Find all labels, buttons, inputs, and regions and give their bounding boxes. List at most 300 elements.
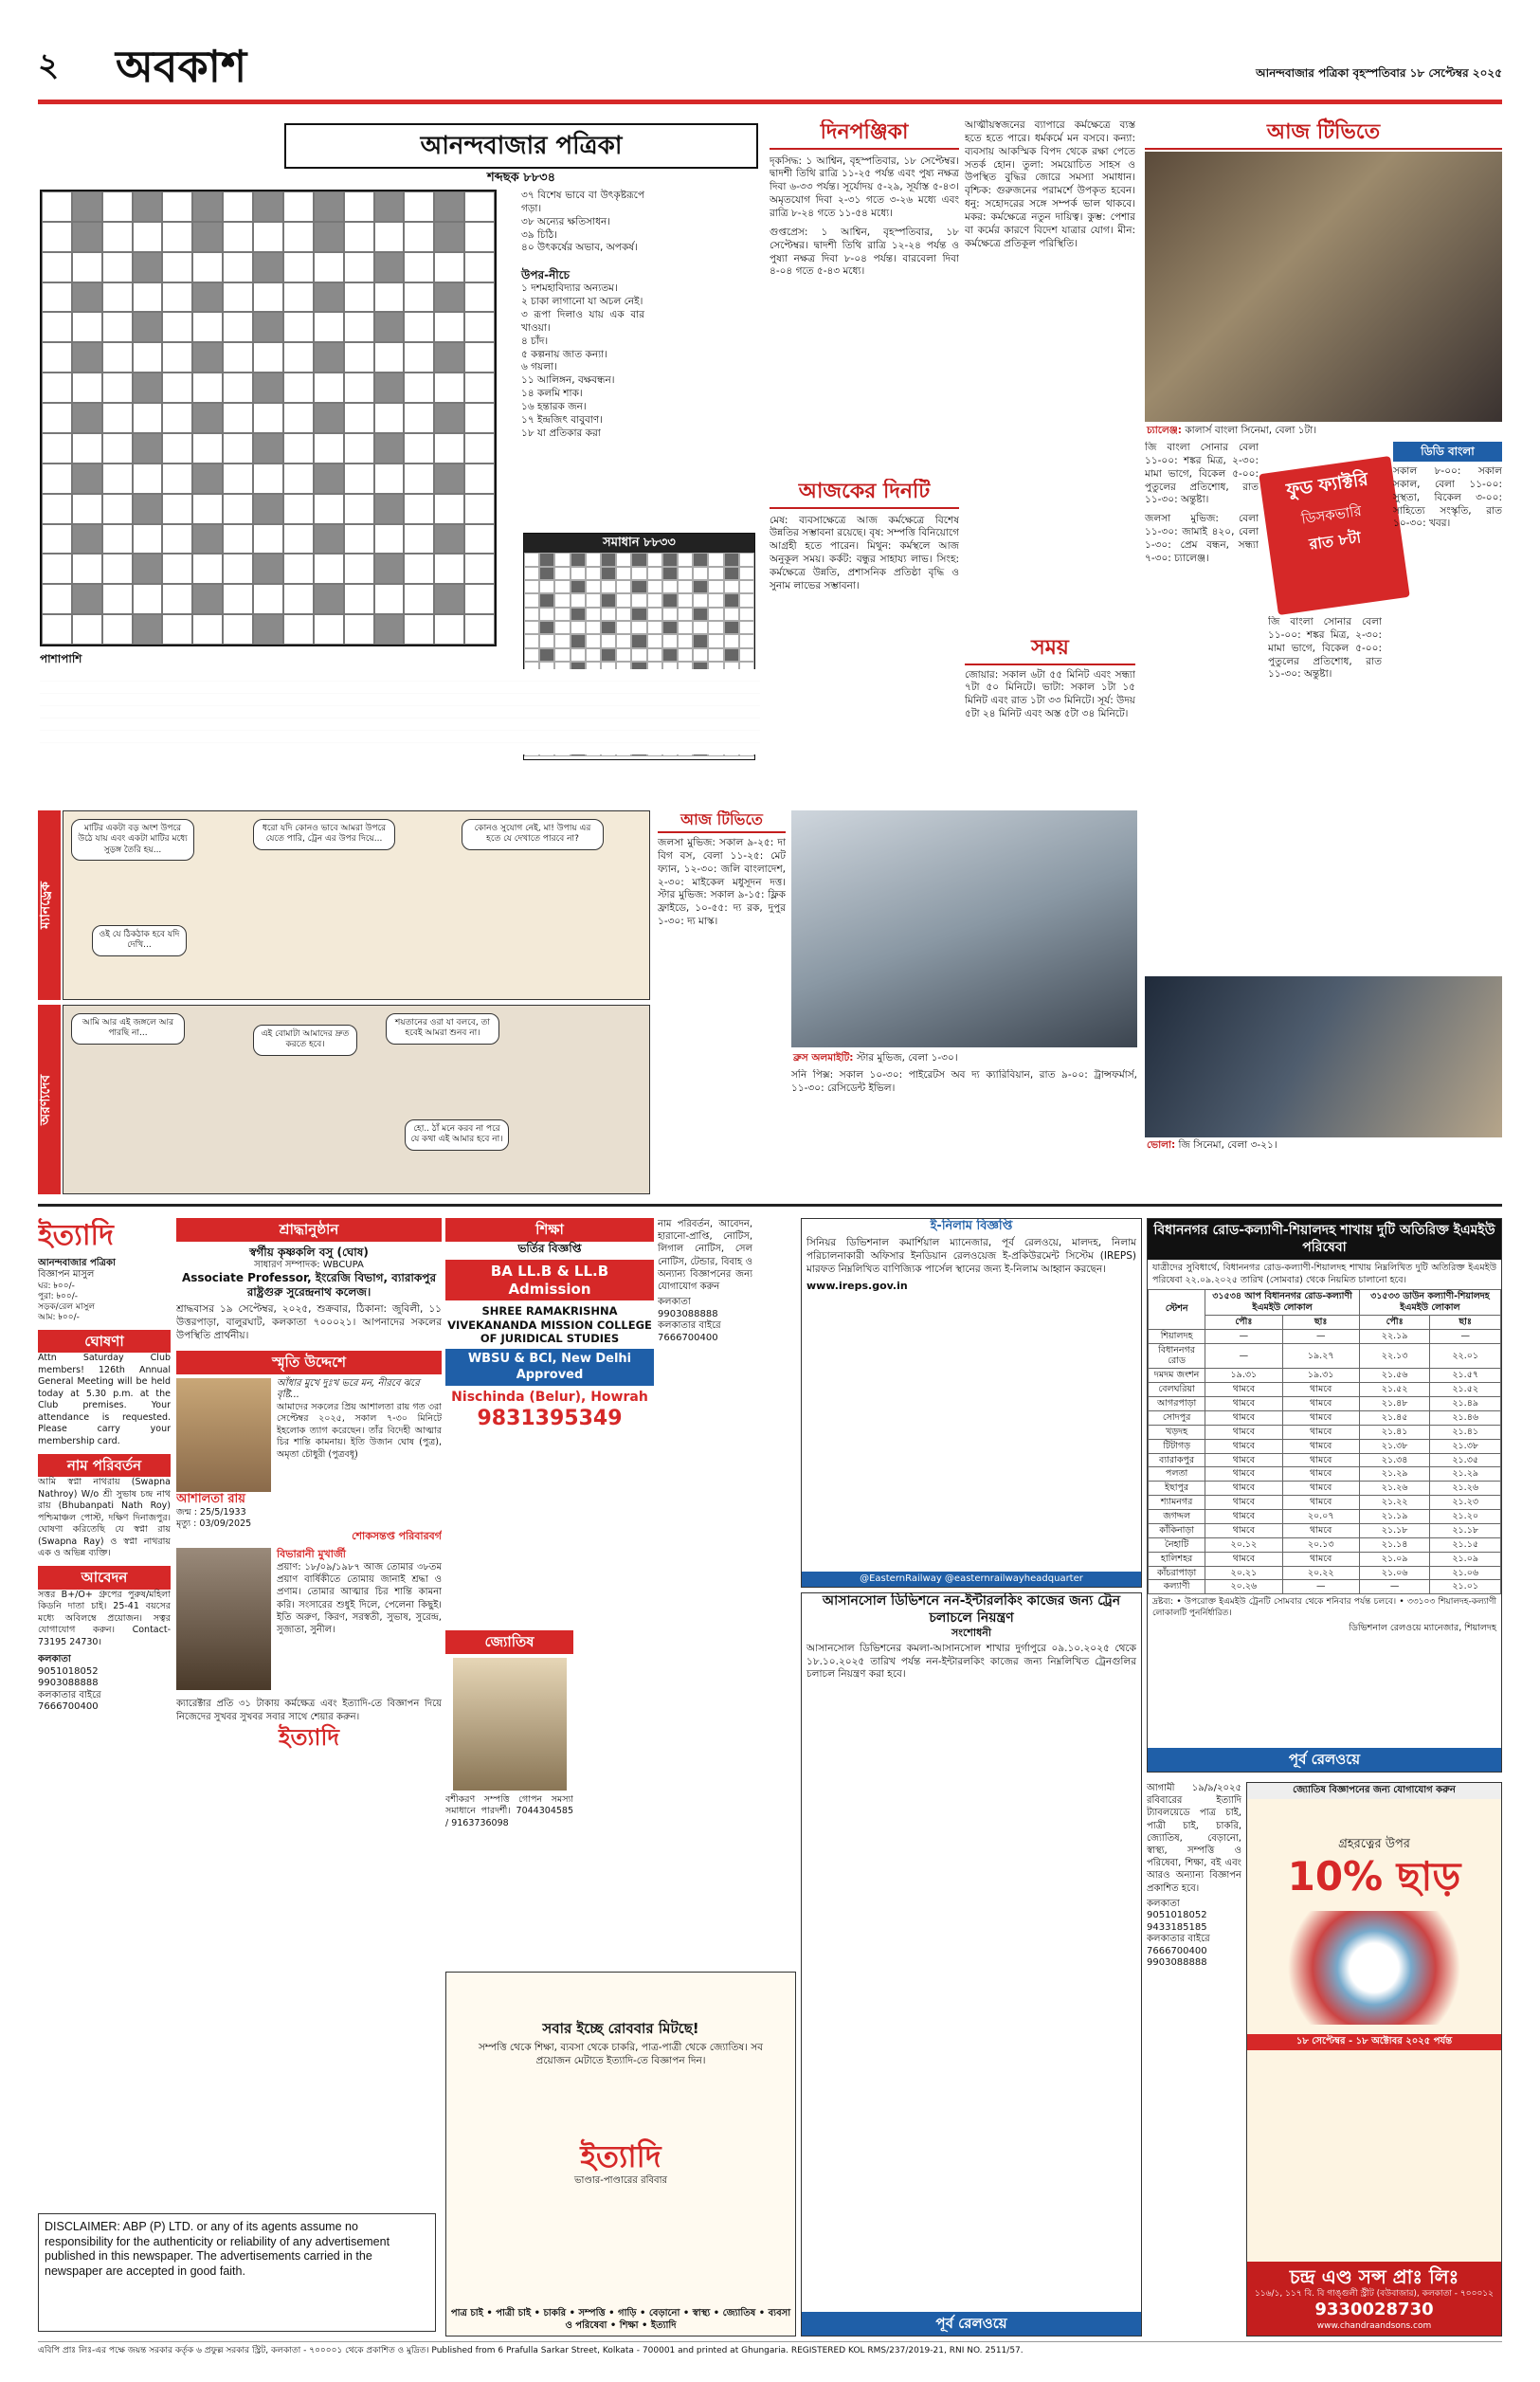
solution-cell: [586, 593, 601, 607]
crossword-cell[interactable]: [253, 464, 283, 494]
crossword-cell[interactable]: [404, 373, 434, 403]
crossword-cell[interactable]: [434, 312, 464, 342]
crossword-cell[interactable]: [162, 464, 192, 494]
solution-cell: [724, 553, 739, 566]
crossword-cell[interactable]: [72, 494, 102, 524]
table-cell: থামবে: [1282, 1439, 1359, 1453]
smriti-name: আশালতা রায়: [176, 1491, 245, 1506]
bidhannagar-title: বিধাননগর রোড-কল্যাণী-শিয়ালদহ শাখায় দুটি অতিরিক্ত ইএমইউ পরিষেবা: [1148, 1219, 1501, 1260]
crossword-cell[interactable]: [374, 524, 405, 555]
table-cell: ২১.০৬: [1430, 1566, 1501, 1580]
abedon-text: সত্তর B+/O+ গ্রুপের পুরুষ/মহিলা কিডনি দাতা চাই। 25-41 বয়সের মধ্যে অবিলম্বে প্রয়োজন। সত্বর যোগাযোগ করুন। Contact- 73195 24730।: [38, 1589, 171, 1647]
crossword-cell[interactable]: [344, 342, 374, 373]
crossword-cell[interactable]: [404, 584, 434, 614]
jewel-phone[interactable]: 9330028730: [1314, 2300, 1434, 2320]
solution-cell: [631, 634, 646, 647]
crossword-cell[interactable]: [223, 524, 253, 555]
crossword-cell[interactable]: [42, 584, 72, 614]
crossword-cell: [192, 342, 223, 373]
crossword-cell[interactable]: [133, 342, 163, 373]
crossword-cell[interactable]: [223, 554, 253, 584]
crossword-cell: [314, 282, 344, 313]
crossword-cell[interactable]: [42, 464, 72, 494]
crossword-cell[interactable]: [464, 403, 495, 433]
crossword-cell[interactable]: [283, 614, 314, 645]
crossword-cell[interactable]: [464, 464, 495, 494]
crossword-cell[interactable]: [72, 433, 102, 464]
crossword-cell[interactable]: [283, 252, 314, 282]
crossword-cell[interactable]: [102, 282, 133, 313]
table-cell: থামবে: [1282, 1523, 1359, 1537]
crossword-cell[interactable]: [133, 584, 163, 614]
crossword-cell[interactable]: [404, 342, 434, 373]
clue: ১৭ ইন্দ্রজিৎ বাবুবাণ।: [521, 413, 604, 426]
solution-cell: [539, 634, 554, 647]
crossword-cell[interactable]: [223, 494, 253, 524]
crossword-cell[interactable]: [223, 373, 253, 403]
badge-line-1: ফুড ফ্যাক্টরি: [1285, 468, 1369, 501]
crossword-cell[interactable]: [223, 403, 253, 433]
solution-cell: [724, 621, 739, 634]
crossword-cell[interactable]: [344, 403, 374, 433]
crossword-cell[interactable]: [162, 222, 192, 252]
table-cell: পলতা: [1149, 1467, 1205, 1482]
table-cell: ২১.৫৬: [1359, 1369, 1430, 1383]
crossword-cell[interactable]: [464, 191, 495, 222]
crossword-cell[interactable]: [434, 252, 464, 282]
crossword-cell[interactable]: [192, 614, 223, 645]
crossword-cell[interactable]: [283, 433, 314, 464]
crossword-cell[interactable]: [42, 282, 72, 313]
crossword-cell[interactable]: [42, 373, 72, 403]
solution-cell: [724, 648, 739, 662]
crossword-cell[interactable]: [253, 342, 283, 373]
shraddha-text: শ্রাদ্ধবাসর ১৯ সেপ্টেম্বর, ২০২৫, শুক্রবার, ঠিকানা: জুবিলী, ১১ উত্তরপাড়া, বালুরঘাট, কলকাতা ৭০০০২১। আপনাদের সকলের উপস্থিতি প্রার্থনীয়।: [176, 1303, 442, 1341]
crossword-cell[interactable]: [464, 584, 495, 614]
crossword-cell: [72, 524, 102, 555]
crossword-cell[interactable]: [162, 614, 192, 645]
solution-cell: [647, 621, 662, 634]
crossword-cell[interactable]: [404, 252, 434, 282]
crossword-cell[interactable]: [162, 433, 192, 464]
crossword-cell[interactable]: [42, 191, 72, 222]
notice-website[interactable]: www.ireps.gov.in: [806, 1279, 908, 1292]
crossword-cell[interactable]: [192, 373, 223, 403]
crossword-cell[interactable]: [314, 312, 344, 342]
railway-auction-notice: [801, 1218, 1142, 1588]
solution-cell: [678, 608, 693, 621]
crossword-cell[interactable]: [434, 373, 464, 403]
table-cell: সোদপুর: [1149, 1410, 1205, 1425]
crossword-cell[interactable]: [404, 191, 434, 222]
crossword-cell[interactable]: [464, 433, 495, 464]
crossword-cell[interactable]: [464, 222, 495, 252]
crossword-cell[interactable]: [434, 554, 464, 584]
phone: কলকাতার বাইরে: [1147, 1934, 1210, 1945]
solution-cell: [724, 580, 739, 593]
crossword-cell[interactable]: [102, 403, 133, 433]
crossword-cell[interactable]: [344, 222, 374, 252]
crossword-cell[interactable]: [434, 614, 464, 645]
crossword-cell[interactable]: [42, 312, 72, 342]
crossword-cell[interactable]: [283, 222, 314, 252]
aaj-tv-mid-title: আজ টিভিতে: [658, 810, 786, 833]
crossword-cell[interactable]: [223, 222, 253, 252]
crossword-cell: [72, 464, 102, 494]
solution-cell: [708, 553, 723, 566]
comic-strip-label-1: ম্যানড্রেক: [38, 810, 61, 1000]
jewel-brand: চন্দ্র এণ্ড সন্স প্রাঃ লিঃ: [1289, 2265, 1459, 2288]
crossword-cell[interactable]: [374, 342, 405, 373]
crossword-cell[interactable]: [464, 524, 495, 555]
crossword-cell[interactable]: [42, 554, 72, 584]
crossword-cell[interactable]: [223, 252, 253, 282]
crossword-cell[interactable]: [283, 191, 314, 222]
caption-text: কালার্স বাংলা সিনেমা, বেলা ১টা।: [1185, 425, 1317, 436]
crossword-cell[interactable]: [283, 464, 314, 494]
crossword-cell[interactable]: [283, 554, 314, 584]
solution-cell: [724, 608, 739, 621]
ittadi-classifieds: [38, 1218, 171, 2337]
table-cell: ২১.৪৬: [1430, 1410, 1501, 1425]
crossword-cell[interactable]: [344, 524, 374, 555]
solution-cell: [739, 621, 754, 634]
crossword-cell: [253, 191, 283, 222]
crossword-cell: [133, 252, 163, 282]
crossword-cell[interactable]: [253, 584, 283, 614]
jewel-offer-line: গ্রহরত্নের উপর: [1338, 1836, 1410, 1851]
crossword-cell[interactable]: [102, 524, 133, 555]
solution-cell: [739, 634, 754, 647]
crossword-cell[interactable]: [223, 584, 253, 614]
crossword-cell[interactable]: [404, 282, 434, 313]
badge-line-2: ডিসকভারি: [1300, 501, 1363, 528]
crossword-cell[interactable]: [374, 584, 405, 614]
tv-caption-2: [1145, 1137, 1502, 1154]
table-cell: —: [1205, 1329, 1282, 1343]
crossword-cell[interactable]: [404, 403, 434, 433]
crossword-cell[interactable]: [344, 252, 374, 282]
jewel-ad: [1246, 1782, 1502, 2337]
solution-cell: [631, 621, 646, 634]
crossword-cell[interactable]: [464, 494, 495, 524]
crossword-cell[interactable]: [192, 433, 223, 464]
crossword-cell[interactable]: [344, 554, 374, 584]
crossword-cell[interactable]: [72, 554, 102, 584]
crossword-cell[interactable]: [223, 342, 253, 373]
crossword-cell[interactable]: [434, 494, 464, 524]
crossword-cell[interactable]: [314, 614, 344, 645]
table-cell: দমদম জংশন: [1149, 1369, 1205, 1383]
jewel-offer: 10% ছাড়: [1287, 1852, 1461, 1900]
crossword-cell[interactable]: [42, 403, 72, 433]
crossword-cell[interactable]: [283, 403, 314, 433]
crossword-cell[interactable]: [464, 373, 495, 403]
crossword-cell[interactable]: [162, 524, 192, 555]
clue: ৬ গয়লা।: [521, 361, 557, 373]
crossword-cell[interactable]: [162, 584, 192, 614]
phone: 7666700400: [1147, 1945, 1207, 1956]
solution-cell: [693, 634, 708, 647]
crossword-cell[interactable]: [133, 524, 163, 555]
table-cell: থামবে: [1282, 1552, 1359, 1566]
crossword-cell[interactable]: [404, 614, 434, 645]
solution-cell: [616, 593, 631, 607]
crossword-cell[interactable]: [223, 191, 253, 222]
crossword-cell[interactable]: [314, 494, 344, 524]
table-cell: নৈহাটি: [1149, 1537, 1205, 1552]
caption-label: ব্রুস অলমাইটি:: [793, 1052, 854, 1064]
table-cell: ব্যারাকপুর: [1149, 1453, 1205, 1467]
table-cell: থামবে: [1205, 1410, 1282, 1425]
crossword-cell[interactable]: [344, 191, 374, 222]
crossword-cell[interactable]: [464, 282, 495, 313]
crossword-cell: [434, 222, 464, 252]
crossword-cell[interactable]: [102, 584, 133, 614]
crossword-cell[interactable]: [42, 222, 72, 252]
table-cell: ২১.০৯: [1359, 1552, 1430, 1566]
crossword-cell[interactable]: [102, 252, 133, 282]
crossword-cell[interactable]: [162, 494, 192, 524]
table-row: [1149, 1580, 1501, 1594]
crossword-cell[interactable]: [72, 373, 102, 403]
crossword-cell[interactable]: [102, 373, 133, 403]
crossword-cell[interactable]: [404, 554, 434, 584]
tv-caption: [1145, 423, 1502, 439]
crossword-cell[interactable]: [314, 433, 344, 464]
crossword-cell[interactable]: [464, 342, 495, 373]
college-phone[interactable]: 9831395349: [477, 1407, 623, 1431]
crossword-cell[interactable]: [192, 312, 223, 342]
crossword-cell[interactable]: [344, 494, 374, 524]
table-row: [1149, 1343, 1501, 1369]
crossword-cell[interactable]: [404, 222, 434, 252]
train-timetable: [1148, 1289, 1501, 1594]
crossword-cell[interactable]: [344, 614, 374, 645]
crossword-cell: [253, 312, 283, 342]
solution-cell: [647, 580, 662, 593]
crossword-cell[interactable]: [72, 614, 102, 645]
dd-bangla: [1393, 442, 1502, 973]
crossword-cell[interactable]: [102, 464, 133, 494]
tribute-photo: [176, 1548, 271, 1690]
solution-cell: [739, 580, 754, 593]
solution-cell: [524, 608, 539, 621]
table-cell: ২১.২৩: [1430, 1496, 1501, 1510]
crossword-cell[interactable]: [344, 373, 374, 403]
crossword-cell[interactable]: [283, 524, 314, 555]
crossword-cell[interactable]: [404, 433, 434, 464]
solution-cell: [586, 567, 601, 580]
crossword-cell[interactable]: [42, 494, 72, 524]
crossword-cell[interactable]: [344, 464, 374, 494]
clue: ১ দশমহাবিদ্যার অন্যতম।: [521, 282, 618, 295]
table-cell: ২১.০১: [1430, 1580, 1501, 1594]
crossword-cell[interactable]: [72, 252, 102, 282]
gemstones-image: [1265, 1911, 1483, 2025]
crossword-cell: [434, 584, 464, 614]
crossword-cell[interactable]: [102, 494, 133, 524]
crossword-cell[interactable]: [102, 433, 133, 464]
crossword-cell[interactable]: [253, 524, 283, 555]
solution-cell: [571, 634, 586, 647]
crossword-cell[interactable]: [223, 433, 253, 464]
table-row: [1149, 1383, 1501, 1397]
solution-title: সমাধান ৮৮৩৩: [524, 534, 754, 553]
crossword-cell[interactable]: [223, 614, 253, 645]
crossword-cell[interactable]: [314, 373, 344, 403]
crossword-cell[interactable]: [42, 433, 72, 464]
crossword-cell[interactable]: [162, 554, 192, 584]
crossword-cell[interactable]: [344, 584, 374, 614]
crossword-cell[interactable]: [133, 222, 163, 252]
crossword-cell[interactable]: [162, 373, 192, 403]
crossword-cell[interactable]: [283, 282, 314, 313]
asansol-sub: সংশোধনী: [951, 1627, 991, 1639]
crossword-cell[interactable]: [314, 252, 344, 282]
crossword-cell[interactable]: [72, 312, 102, 342]
crossword-cell[interactable]: [133, 282, 163, 313]
crossword-cell[interactable]: [344, 433, 374, 464]
solution-cell: [678, 621, 693, 634]
ittadi-headline: সবার ইচ্ছে রোববার মিটছে!: [542, 2020, 699, 2037]
crossword-cell[interactable]: [42, 524, 72, 555]
crossword-cell: [133, 191, 163, 222]
crossword-cell[interactable]: [102, 222, 133, 252]
crossword-cell[interactable]: [223, 312, 253, 342]
bidhannagar-intro: যাত্রীদের সুবিধার্থে, বিধাননগর রোড-কল্যাণী-শিয়ালদহ শাখায় নিম্নলিখিত দুটি অতিরিক্ত ইএমইউ পরিষেবা ২২.০৯.২০২৫ তারিখ (সোমবার) থেকে নিয়মিত চালানো হবে।: [1152, 1263, 1496, 1285]
crossword-cell[interactable]: [162, 191, 192, 222]
ittadi-brand: ইত্যাদি: [279, 1723, 339, 1751]
col-train-2: ৩১৫৩৩ ডাউন কল্যাণী-শিয়ালদহ ইএমইউ লোকাল: [1359, 1290, 1500, 1316]
dd-bangla-label: ডিডি বাংলা: [1393, 442, 1502, 462]
crossword-cell[interactable]: [223, 464, 253, 494]
crossword-cell[interactable]: [283, 584, 314, 614]
crossword-cell[interactable]: [283, 342, 314, 373]
table-row: [1149, 1523, 1501, 1537]
crossword-cell[interactable]: [344, 312, 374, 342]
dd-bangla-text: সকাল ৮-০০: সকাল সকাল, বেলা ১১-০০: সুস্থতা, বিকেল ৩-০০: সাহিত্যে সংস্কৃতি, রাত ১০-৩০: খবর।: [1393, 465, 1502, 530]
table-cell: —: [1282, 1329, 1359, 1343]
sub-arr: পৌঃ: [1205, 1315, 1282, 1329]
phone: 9903088888: [38, 1678, 99, 1689]
crossword-cell: [72, 584, 102, 614]
crossword-cell[interactable]: [374, 403, 405, 433]
crossword-cell[interactable]: [192, 554, 223, 584]
crossword-cell[interactable]: [464, 614, 495, 645]
tv-listings-mid: [1268, 616, 1382, 967]
solution-cell: [554, 648, 570, 662]
crossword-cell[interactable]: [434, 433, 464, 464]
solution-cell: [571, 593, 586, 607]
crossword-cell[interactable]: [253, 222, 283, 252]
crossword-cell: [253, 433, 283, 464]
crossword-cell[interactable]: [102, 312, 133, 342]
solution-cell: [524, 648, 539, 662]
crossword-cell[interactable]: [133, 403, 163, 433]
crossword-cell[interactable]: [192, 252, 223, 282]
table-cell: ২১.০৯: [1430, 1552, 1501, 1566]
crossword-cell[interactable]: [374, 464, 405, 494]
crossword-cell[interactable]: [404, 312, 434, 342]
table-cell: ২১.১৫: [1430, 1537, 1501, 1552]
solution-cell: [524, 580, 539, 593]
table-cell: থামবে: [1205, 1482, 1282, 1496]
crossword-cell[interactable]: [42, 342, 72, 373]
solution-cell: [554, 608, 570, 621]
solution-cell: [571, 580, 586, 593]
crossword-cell[interactable]: [102, 554, 133, 584]
crossword-cell[interactable]: [162, 312, 192, 342]
crossword-cell[interactable]: [192, 494, 223, 524]
crossword-cell[interactable]: [314, 554, 344, 584]
solution-cell: [571, 648, 586, 662]
crossword-cell[interactable]: [162, 252, 192, 282]
crossword-cell[interactable]: [464, 252, 495, 282]
solution-cell: [739, 553, 754, 566]
crossword-cell[interactable]: [374, 282, 405, 313]
tv-still-photo-2: [1145, 976, 1502, 1137]
crossword-cell[interactable]: [404, 524, 434, 555]
food-factory-badge: [1259, 456, 1410, 615]
tribute-block: [176, 1548, 442, 1690]
solution-cell: [647, 553, 662, 566]
bidhannagar-notice: [1147, 1218, 1502, 1773]
crossword-cell[interactable]: [283, 373, 314, 403]
crossword-cell[interactable]: [374, 222, 405, 252]
jewel-web[interactable]: www.chandraandsons.com: [1316, 2320, 1432, 2331]
bruce-almighty-photo: [791, 810, 1137, 1047]
crossword-cell[interactable]: [253, 403, 283, 433]
shiksha-sub: ভর্তির বিজ্ঞপ্তি: [517, 1241, 582, 1255]
table-cell: খড়দহ: [1149, 1425, 1205, 1439]
crossword-cell[interactable]: [344, 282, 374, 313]
solution-cell: [601, 648, 616, 662]
notice-social: @EasternRailway @easternrailwayheadquarter: [802, 1572, 1141, 1588]
crossword-cell[interactable]: [283, 312, 314, 342]
rate: আম: ৳০০/-: [38, 1313, 80, 1323]
table-cell: শ্যামনগর: [1149, 1496, 1205, 1510]
solution-cell: [678, 648, 693, 662]
crossword-cell[interactable]: [404, 464, 434, 494]
caption-text: জি সিনেমা, বেলা ৩-২১।: [1178, 1139, 1277, 1151]
crossword-cell[interactable]: [253, 282, 283, 313]
crossword-cell[interactable]: [133, 464, 163, 494]
crossword-cell[interactable]: [102, 191, 133, 222]
smriti-header: স্মৃতি উদ্দেশে: [176, 1351, 442, 1374]
crossword-cell[interactable]: [223, 282, 253, 313]
crossword-cell[interactable]: [464, 312, 495, 342]
crossword-cell[interactable]: [102, 614, 133, 645]
col-station: স্টেশন: [1149, 1290, 1205, 1330]
crossword-cell[interactable]: [162, 403, 192, 433]
crossword-cell[interactable]: [42, 614, 72, 645]
crossword-cell[interactable]: [464, 554, 495, 584]
crossword-cell: [434, 464, 464, 494]
crossword-cell[interactable]: [162, 282, 192, 313]
crossword-grid[interactable]: [40, 190, 497, 646]
crossword-cell[interactable]: [283, 494, 314, 524]
crossword-number: শব্দছক ৮৮৩৪: [486, 171, 556, 185]
solution-cell: [708, 648, 723, 662]
crossword-cell[interactable]: [404, 494, 434, 524]
crossword-cell[interactable]: [102, 342, 133, 373]
table-cell: ২১.২২: [1359, 1496, 1430, 1510]
table-cell: ২১.১৮: [1359, 1523, 1430, 1537]
crossword-cell[interactable]: [42, 252, 72, 282]
aaj-tv-title: আজ টিভিতে: [1145, 119, 1502, 150]
crossword-cell[interactable]: [162, 342, 192, 373]
